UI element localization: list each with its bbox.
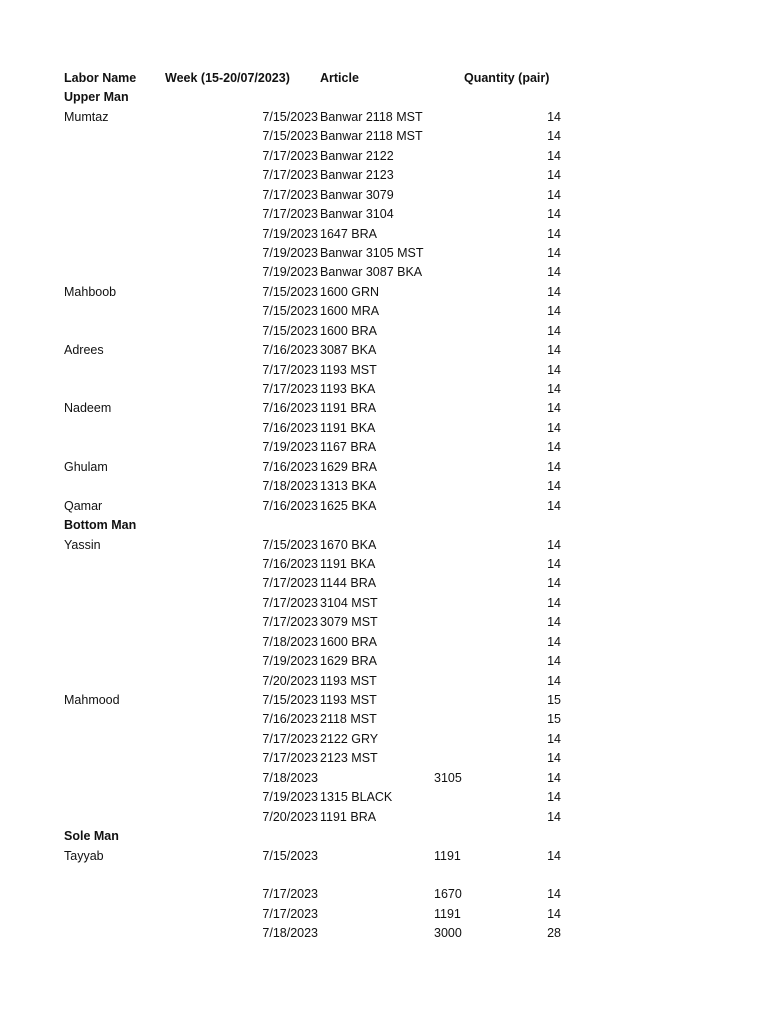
header-labor-name: Labor Name (64, 71, 137, 85)
quantity-cell: 14 (547, 207, 561, 222)
quantity-cell: 14 (547, 284, 561, 299)
table-row (0, 438, 768, 457)
date-cell: 7/17/2023 (262, 207, 318, 222)
quantity-cell: 14 (547, 576, 561, 591)
quantity-cell: 14 (547, 751, 561, 766)
table-row (0, 691, 768, 710)
quantity-cell: 14 (547, 673, 561, 688)
table-row (0, 710, 768, 729)
article-number-cell: 3105 (434, 770, 462, 785)
article-cell: 1191 BKA (320, 556, 376, 571)
table-row (0, 419, 768, 438)
article-cell: 1629 BRA (320, 459, 377, 474)
table-row (0, 885, 768, 904)
date-cell: 7/19/2023 (262, 440, 318, 455)
article-number-cell: 1670 (434, 887, 462, 902)
table-row (0, 477, 768, 496)
table-row (0, 108, 768, 127)
article-cell: 3087 BKA (320, 343, 377, 358)
labor-name-cell: Adrees (64, 343, 104, 358)
article-cell: Banwar 2118 MST (320, 129, 423, 144)
quantity-cell: 14 (547, 790, 561, 805)
labor-name-cell: Nadeem (64, 401, 112, 416)
table-row (0, 166, 768, 185)
table-row (0, 924, 768, 943)
quantity-cell: 14 (547, 615, 561, 630)
date-cell: 7/17/2023 (262, 148, 318, 163)
quantity-cell: 14 (547, 304, 561, 319)
article-cell: 1670 BKA (320, 537, 377, 552)
quantity-cell: 14 (547, 906, 561, 921)
article-cell: 2122 GRY (320, 731, 379, 746)
table-row (0, 730, 768, 749)
article-cell: 1144 BRA (320, 576, 377, 591)
quantity-cell: 14 (547, 109, 561, 124)
date-cell: 7/17/2023 (262, 595, 318, 610)
quantity-cell: 14 (547, 537, 561, 552)
date-cell: 7/18/2023 (262, 926, 318, 941)
article-cell: Banwar 2123 (320, 168, 394, 183)
article-cell: 1193 BKA (320, 382, 376, 396)
date-cell: 7/17/2023 (262, 731, 318, 746)
article-cell: 1191 BRA (320, 401, 377, 416)
section-label: Bottom Man (64, 518, 137, 533)
quantity-cell: 14 (547, 382, 561, 396)
article-cell: 1629 BRA (320, 654, 377, 669)
table-row (0, 555, 768, 574)
labor-name-cell: Yassin (64, 537, 101, 552)
article-cell: 1193 MST (320, 362, 377, 377)
date-cell: 7/16/2023 (262, 343, 318, 358)
date-cell: 7/17/2023 (262, 187, 318, 202)
section-row (0, 827, 768, 846)
section-row (0, 88, 768, 107)
article-cell: 1647 BRA (320, 226, 377, 241)
quantity-cell: 14 (547, 420, 561, 435)
date-cell: 7/17/2023 (262, 576, 318, 591)
header-article: Article (320, 71, 359, 85)
table-row (0, 341, 768, 360)
quantity-cell: 14 (547, 265, 561, 280)
spreadsheet-page (0, 69, 768, 944)
quantity-cell: 14 (547, 498, 561, 513)
quantity-cell: 14 (547, 809, 561, 824)
table-row (0, 672, 768, 691)
table-row (0, 613, 768, 632)
labor-name-cell: Mahboob (64, 284, 117, 299)
article-cell: 1313 BKA (320, 479, 377, 494)
labor-name-cell: Tayyab (64, 848, 104, 863)
date-cell: 7/15/2023 (262, 848, 318, 863)
table-row (0, 322, 768, 341)
article-cell: Banwar 2118 MST (320, 109, 423, 124)
table-row (0, 458, 768, 477)
date-cell: 7/19/2023 (262, 265, 318, 280)
quantity-cell: 14 (547, 634, 561, 649)
table-row (0, 652, 768, 671)
article-cell: 2118 MST (320, 712, 377, 727)
article-cell: 1167 BRA (320, 440, 377, 455)
article-cell: 3104 MST (320, 595, 378, 610)
quantity-cell: 14 (547, 226, 561, 241)
date-cell: 7/17/2023 (262, 906, 318, 921)
table-row (0, 127, 768, 146)
date-cell: 7/16/2023 (262, 459, 318, 474)
table-row (0, 147, 768, 166)
section-label: Upper Man (64, 90, 129, 105)
section-row (0, 516, 768, 535)
article-number-cell: 3000 (434, 926, 462, 941)
date-cell: 7/15/2023 (262, 109, 318, 124)
date-cell: 7/17/2023 (262, 168, 318, 183)
quantity-cell: 14 (547, 323, 561, 338)
header-row (0, 69, 768, 88)
date-cell: 7/20/2023 (262, 673, 318, 688)
labor-name-cell: Ghulam (64, 459, 108, 474)
table-row (0, 633, 768, 652)
quantity-cell: 14 (547, 887, 561, 902)
quantity-cell: 14 (547, 148, 561, 163)
table-row (0, 769, 768, 788)
quantity-cell: 14 (547, 654, 561, 669)
article-cell: 1193 MST (320, 673, 377, 688)
table-row (0, 808, 768, 827)
date-cell: 7/16/2023 (262, 556, 318, 571)
table-row (0, 536, 768, 555)
date-cell: 7/17/2023 (262, 615, 318, 630)
article-cell: 3079 MST (320, 615, 378, 630)
date-cell: 7/19/2023 (262, 790, 318, 805)
table-row (0, 263, 768, 282)
quantity-cell: 14 (547, 479, 561, 494)
quantity-cell: 14 (547, 187, 561, 202)
quantity-cell: 14 (547, 129, 561, 144)
quantity-cell: 14 (547, 731, 561, 746)
date-cell: 7/17/2023 (262, 887, 318, 902)
labor-name-cell: Qamar (64, 498, 103, 513)
blank-row (0, 866, 768, 885)
quantity-cell: 15 (547, 712, 561, 727)
data-rows (0, 88, 768, 943)
quantity-cell: 14 (547, 459, 561, 474)
header-week: Week (15-20/07/2023) (165, 71, 290, 85)
date-cell: 7/16/2023 (262, 401, 318, 416)
quantity-cell: 14 (547, 343, 561, 358)
article-cell: 1191 BRA (320, 809, 377, 824)
table-row (0, 847, 768, 866)
table-row (0, 244, 768, 263)
quantity-cell: 14 (547, 362, 561, 377)
date-cell: 7/17/2023 (262, 382, 318, 396)
date-cell: 7/15/2023 (262, 129, 318, 144)
table-row (0, 361, 768, 380)
quantity-cell: 28 (547, 926, 561, 941)
article-number-cell: 1191 (434, 848, 461, 863)
article-cell: Banwar 3079 (320, 187, 394, 202)
section-label: Sole Man (64, 829, 119, 844)
quantity-cell: 14 (547, 595, 561, 610)
date-cell: 7/16/2023 (262, 420, 318, 435)
date-cell: 7/18/2023 (262, 634, 318, 649)
table-row (0, 399, 768, 418)
article-number-cell: 1191 (434, 906, 461, 921)
date-cell: 7/15/2023 (262, 693, 318, 707)
header-quantity: Quantity (pair) (464, 71, 550, 85)
quantity-cell: 15 (547, 693, 561, 707)
article-cell: 1193 MST (320, 693, 377, 707)
labor-name-cell: Mahmood (64, 693, 120, 707)
table-row (0, 302, 768, 321)
date-cell: 7/16/2023 (262, 498, 318, 513)
table-row (0, 205, 768, 224)
date-cell: 7/16/2023 (262, 712, 318, 727)
article-cell: Banwar 3087 BKA (320, 265, 423, 280)
table-row (0, 905, 768, 924)
table-row (0, 380, 768, 399)
table-row (0, 283, 768, 302)
date-cell: 7/15/2023 (262, 284, 318, 299)
date-cell: 7/19/2023 (262, 226, 318, 241)
quantity-cell: 14 (547, 245, 561, 260)
article-cell: 2123 MST (320, 751, 378, 766)
table-row (0, 749, 768, 768)
date-cell: 7/18/2023 (262, 770, 318, 785)
table-row (0, 574, 768, 593)
quantity-cell: 14 (547, 168, 561, 183)
quantity-cell: 14 (547, 440, 561, 455)
labor-name-cell: Mumtaz (64, 109, 109, 124)
quantity-cell: 14 (547, 848, 561, 863)
date-cell: 7/20/2023 (262, 809, 318, 824)
table-row (0, 186, 768, 205)
date-cell: 7/17/2023 (262, 751, 318, 766)
date-cell: 7/17/2023 (262, 362, 318, 377)
article-cell: 1600 GRN (320, 284, 380, 299)
date-cell: 7/15/2023 (262, 323, 318, 338)
quantity-cell: 14 (547, 556, 561, 571)
article-cell: 1625 BKA (320, 498, 377, 513)
article-cell: Banwar 3104 (320, 207, 394, 222)
table-row (0, 594, 768, 613)
date-cell: 7/19/2023 (262, 245, 318, 260)
date-cell: 7/19/2023 (262, 654, 318, 669)
article-cell: Banwar 3105 MST (320, 245, 424, 260)
article-cell: Banwar 2122 (320, 148, 394, 163)
table-row (0, 788, 768, 807)
article-cell: 1600 MRA (320, 304, 380, 319)
article-cell: 1191 BKA (320, 420, 376, 435)
article-cell: 1600 BRA (320, 634, 377, 649)
quantity-cell: 14 (547, 770, 561, 785)
table-row (0, 225, 768, 244)
date-cell: 7/15/2023 (262, 304, 318, 319)
article-cell: 1315 BLACK (320, 790, 393, 805)
quantity-cell: 14 (547, 401, 561, 416)
table-row (0, 497, 768, 516)
date-cell: 7/18/2023 (262, 479, 318, 494)
article-cell: 1600 BRA (320, 323, 377, 338)
date-cell: 7/15/2023 (262, 537, 318, 552)
